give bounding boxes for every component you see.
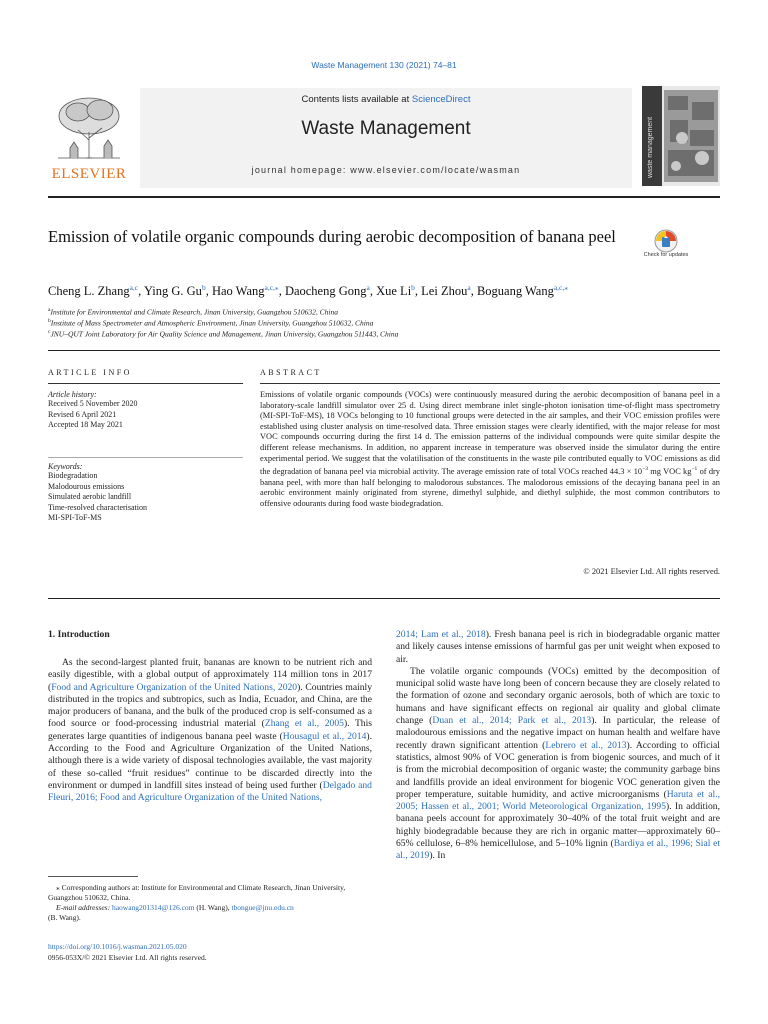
- ref-lam-2018[interactable]: 2014; Lam et al., 2018: [396, 629, 486, 640]
- footnote-corresponding: ⁎ Corresponding authors at: Institute for Environmental and Climate Research, Jinan University, Guangzhou 510632, China. E-mail addresses: haowang201314@126.com (H. Wang), tbongue@jnu.edu.cn (B. Wang).: [48, 883, 346, 922]
- history-accepted: Accepted 18 May 2021: [48, 420, 123, 429]
- author-1[interactable]: Cheng L. Zhang$^{a,c}$: [48, 283, 139, 299]
- intro-right-column: 2014; Lam et al., 2018). Fresh banana peel is rich in biodegradable organic matter and likely causes intense emissions of harmful gas per unit weight when exposed to air. The volatile organic compounds (VOCs) emitted by the decomposition of municipal solid waste have long been of concern because they are closely related to the formation of ozone and secondary organic aerosols, both of which are toxic to humans and have significant effects on regional air quality and global climate change (Duan et al., 2014; Park et al., 2013). In particular, the release of malodourous emissions and the negative impact on human health and welfare have recently drawn significant attention (Lebrero et al., 2013). According to official statistics, almost 90% of VOC generation is from biogenic sources, and much of it is from the microbial decomposition of organic waste; the community garbage bins and landfills provide an ideal environment for biogenic VOC generation given the proper temperature, suitable humidity, and active microorganisms (Haruta et al., 2005; Hassen et al., 2001; World Meteorological Organization, 1995). In addition, banana peels account for approximately 30–40% of the total fruit weight and are highly biodegradable because they are rich in organic matter—approximately 60–65% cellulose, 6–8% hemicellulose, and 5–10% lignin (Bardiya et al., 1996; Sial et al., 2019). In: [396, 629, 721, 862]
- history-label: Article history:: [48, 390, 97, 399]
- paper-title: Emission of volatile organic compounds during aerobic decomposition of banana peel: [48, 227, 616, 246]
- author-5[interactable]: Xue Li$^b$: [376, 283, 415, 299]
- journal-title: Waste Management: [301, 118, 471, 139]
- ref-lebrero-2013[interactable]: Lebrero et al., 2013: [545, 739, 627, 751]
- keywords-block: [48, 462, 243, 524]
- history-revised: Revised 6 April 2021: [48, 409, 117, 419]
- footnote-rule: [48, 876, 138, 877]
- publisher-name: ELSEVIER: [51, 166, 127, 182]
- article-info-rule: [48, 383, 243, 384]
- cover-spine-text: waste management: [647, 116, 654, 178]
- contents-line: [140, 94, 632, 105]
- contents-prefix: Contents lists available at: [301, 94, 412, 105]
- author-2[interactable]: Ying G. Gu$^b$: [143, 283, 206, 299]
- affiliation-a: $^a$Institute for Environmental and Climate Research, Jinan University, Guangzhou 510632, China: [48, 307, 338, 317]
- affiliation-rule: [48, 350, 720, 351]
- page-footer: [48, 942, 378, 963]
- author-3[interactable]: Hao Wang$^{a,c,⁎}$: [211, 283, 279, 299]
- issn-line: 0956-053X/© 2021 Elsevier Ltd. All rights reserved.: [48, 952, 207, 962]
- ref-fao-2020[interactable]: Food and Agriculture Organization of the United Nations, 2020: [51, 681, 298, 693]
- keyword-1: Biodegradation: [48, 471, 98, 480]
- journal-cover-image: [642, 86, 720, 186]
- crossmark-label: Check for updates: [643, 252, 689, 258]
- ref-haruta-2005[interactable]: Haruta et al., 2005; Hassen et al., 2001; World Meteorological Organization, 1995: [396, 788, 721, 813]
- ref-delgado-2016[interactable]: Delgado and Fleuri, 2016; Food and Agriculture Organization of the United Nations,: [48, 779, 372, 804]
- article-info-heading: ARTICLE INFO: [48, 368, 132, 377]
- abstract-heading: ABSTRACT: [260, 368, 322, 377]
- masthead-rule: [48, 196, 720, 198]
- doi-link[interactable]: https://doi.org/10.1016/j.wasman.2021.05.020: [48, 942, 187, 951]
- abstract-text: Emissions of volatile organic compounds (VOCs) were continuously measured during the aerobic decomposition of banana peel in a laboratory-scale landfill simulator over 25 d. Using direct membrane inlet single-photon ionisation time-of-flight mass spectrometry (MI-SPI-ToF-MS), 18 VOCs belonging to 10 functional groups were detected in the air samples, and their VOC emission profiles were established using cluster analysis on time-resolved data. Three emission stages were clearly identified, with the major release for most VOC compounds occurring during the first 14 d. The emission patterns of the individual compounds were quite similar despite the different release mechanisms. In addition, no apparent increase in temperature was observed inside the simulator during the entire experimental period. We suggest that the volatilisation of the constituents in the waste pile contributed equally to VOC emissions as did the degradation of banana peel via microbial activity. The average emission rate of total VOCs reached $44.3 \times 10^{-3}$ mg VOC $kg^{-1}$ of dry banana peel, with more than half belonging to malodorous substances. The malodorous emissions of the decaying banana peel in an aerobic environment mainly originated from styrene, dimethyl sulphide, and diethyl sulphide, the most common contributors to offensive odourants during food waste biodegradation.: [260, 390, 720, 508]
- article-history: [48, 390, 243, 431]
- ref-housagul-2014[interactable]: Housagul et al., 2014: [282, 730, 367, 742]
- email-b-wang[interactable]: tbongue@jnu.edu.cn: [231, 903, 294, 912]
- abstract-bottom-rule: [48, 598, 720, 599]
- email-h-wang[interactable]: haowang201314@126.com: [111, 903, 195, 912]
- keyword-4: Time-resolved characterisation: [48, 502, 148, 512]
- ref-duan-2014[interactable]: Duan et al., 2014; Park et al., 2013: [432, 715, 592, 727]
- keyword-2: Malodourous emissions: [48, 481, 125, 491]
- affiliation-b: $^b$Institute of Mass Spectrometer and Atmospheric Environment, Jinan University, Guangzhou 510632, China: [48, 318, 374, 328]
- keyword-3: Simulated aerobic landfill: [48, 492, 132, 501]
- abstract-rule: [260, 383, 720, 384]
- journal-reference-link[interactable]: Waste Management 130 (2021) 74–81: [311, 60, 457, 70]
- ref-zhang-2005[interactable]: Zhang et al., 2005: [264, 718, 344, 730]
- author-7[interactable]: Boguang Wang$^{a,c,⁎}$: [476, 283, 568, 299]
- author-4[interactable]: Daocheng Gong$^a$: [284, 283, 370, 299]
- keyword-5: MI-SPI-ToF-MS: [48, 513, 102, 522]
- journal-homepage[interactable]: journal homepage: www.elsevier.com/locate/wasman: [251, 165, 521, 175]
- abstract-copyright: © 2021 Elsevier Ltd. All rights reserved.: [583, 567, 720, 576]
- author-6[interactable]: Lei Zhou$^a$: [421, 283, 471, 299]
- sciencedirect-link[interactable]: ScienceDirect: [411, 94, 471, 105]
- author-list: Cheng L. Zhang$^{a,c}$, Ying G. Gu$^b$, Hao Wang$^{a,c,⁎}$, Daocheng Gong$^a$, Xue Li$^b$, Lei Zhou$^a$, Boguang Wang$^{a,c,⁎}$: [48, 283, 568, 299]
- keywords-label: Keywords:: [48, 462, 83, 471]
- history-received: Received 5 November 2020: [48, 399, 138, 408]
- ref-bardiya-1996[interactable]: Bardiya et al., 1996; Sial et al., 2019: [396, 838, 720, 862]
- affiliation-c: $^c$JNU–QUT Joint Laboratory for Air Quality Science and Management, Jinan University, Guangzhou 511443, China: [48, 329, 399, 339]
- introduction-heading: 1. Introduction: [48, 629, 110, 640]
- crossmark-icon[interactable]: [646, 228, 686, 268]
- intro-left-column: As the second-largest planted fruit, bananas are known to be nutrient rich and easily digestible, with a global output of approximately 114 million tons in 2017 (Food and Agriculture Organization of the United Nations, 2020). Countries mainly distributed in the tropics and subtropics, such as India, Ecuador, and China, are the major producers of banana, and the bulk of the produced crop is self-consumed as a food source or food-processing industrial material (Zhang et al., 2005). This generates large quantities of indigenous banana peel waste (Housagul et al., 2014). According to the Food and Agriculture Organization of the United Nations, although there is a wide variety of disposal technologies available, the vast majority of these so-called “fruit residues” continue to be discarded directly into the environment or dumped in landfill sites instead of being used further (Delgado and Fleuri, 2016; Food and Agriculture Organization of the United Nations,: [48, 657, 373, 804]
- keywords-rule: [48, 457, 243, 458]
